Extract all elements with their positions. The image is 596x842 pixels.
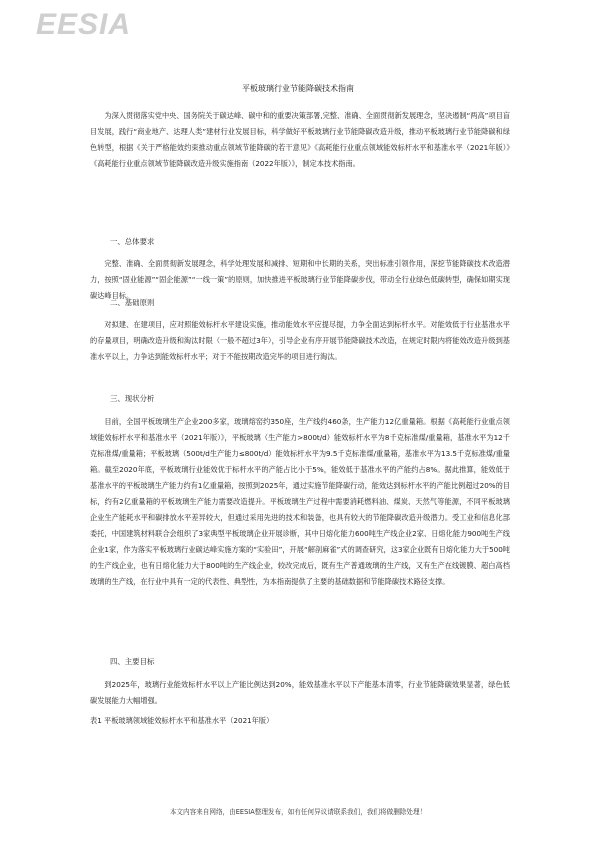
footer-notice: 本文内容来自网络，由EESIA整理发布，如有任何异议请联系我们，我们将做删除处理！: [169, 808, 427, 816]
intro-paragraph: 为深入贯彻落实党中央、国务院关于碳达峰、碳中和的重要决策部署,完整、准确、全面贯彻新发展理念，坚决遏制“两高”项目盲目发展，践行“商业地产、达理人类”建材行业发展目标，科学做好平板玻璃行业节能降碳改造升级，推动平板玻璃行业节能降碳和绿色转型，根据《关于严格能效约束推动重点领域节能降碳的若干意见》《高耗能行业重点领域能效标杆水平和基准水平（2021年版）》《高耗能行业重点领域节能降碳改造升级实施指南（2022年版）》，制定本技术指南。: [90, 111, 510, 168]
section-body-overall: 完整、准确、全面贯彻新发展理念，科学处理发展和减排、短期和中长期的关系，突出标准引领作用，深挖节能降碳技术改造潜力，按照“固业能源”“固企能源”“一线一策”的原则，加快推进平板玻璃行业节能降碳步伐，带动全行业绿色低碳转型，确保如期实现碳达峰目标。: [90, 259, 510, 300]
section-heading-status: 三、现状分析: [110, 394, 155, 403]
section-body-status: 目前，全国平板玻璃生产企业200多家，玻璃熔窑约350座，生产线约460条，生产能力12亿重量箱。根据《高耗能行业重点领域能效标杆水平和基准水平（2021年版）》，平板玻璃（生产能力>800t/d）能效标杆水平为8千克标准煤/重量箱，基准水平为12千克标准煤/重量箱；平板玻璃（500t/d生产能力≤800t/d）能效标杆水平为9.5千克标准煤/重量箱，基准水平为13.5千克标准煤/重量箱。截至2020年底，平板玻璃行业能效优于标杆水平的产能占比小于5%，能效低于基准水平的产能约占8%。据此推算，能效低于基准水平的平板玻璃生产能力约有1亿重量箱，按照到2025年，通过实施节能降碳行动，能效达到标杆水平的产能比例超过20%的目标，约有2亿重量箱的平板玻璃生产能力需要改造提升。平板玻璃生产过程中需要消耗燃料油、煤炭、天然气等能源，不同平板玻璃企业生产能耗水平和碳排放水平差异较大，但通过采用先进的技术和装备，也具有较大的节能降碳改造升级潜力。受工业和信息化部委托，中国建筑材料联合会组织了3家典型平板玻璃企业开展诊断，其中日熔化能力600吨生产线企业2家、日熔化能力900吨生产线企业1家，作为落实平板玻璃行业碳达峰实施方案的“实验田”，开展“解剖麻雀”式的调查研究，这3家企业既有日熔化能力大于500吨的生产线企业，也有日熔化能力大于800吨的生产线企业，较改完成后，既有生产普通玻璃的生产线，又有生产在线镀膜、超白高档玻璃的生产线，在行业中具有一定的代表性、典型性，为本指南提供了主要的基础数据和节能降碳技术路径支撑。: [90, 417, 510, 586]
section-heading-overall: 一、总体要求: [110, 237, 155, 246]
section-heading-goals: 四、主要目标: [110, 657, 155, 666]
section-body-goals: 到2025年，玻璃行业能效标杆水平以上产能比例达到20%，能效基准水平以下产能基本清零，行业节能降碳效果显著，绿色低碳发展能力大幅增强。: [90, 680, 510, 705]
section-heading-principles: 二、基础原则: [110, 298, 155, 307]
document-title: 平板玻璃行业节能降碳技术指南: [242, 84, 354, 93]
section-body-principles: 对拟建、在建项目，应对照能效标杆水平建设实施，推动能效水平应提尽提，力争全面达到标杆水平。对能效低于行业基准水平的存量项目，明确改造升级和淘汰时限（一般不超过3年），引导企业有序开展节能降碳技术改造，在规定时限内将能效改造升级到基准水平以上，力争达到能效标杆水平；对于不能按期改造完毕的项目进行淘汰。: [90, 320, 510, 361]
table-caption: 表1 平板玻璃领域能效标杆水平和基准水平（2021年版）: [90, 716, 274, 725]
eesia-logo: EESIA: [36, 8, 132, 41]
